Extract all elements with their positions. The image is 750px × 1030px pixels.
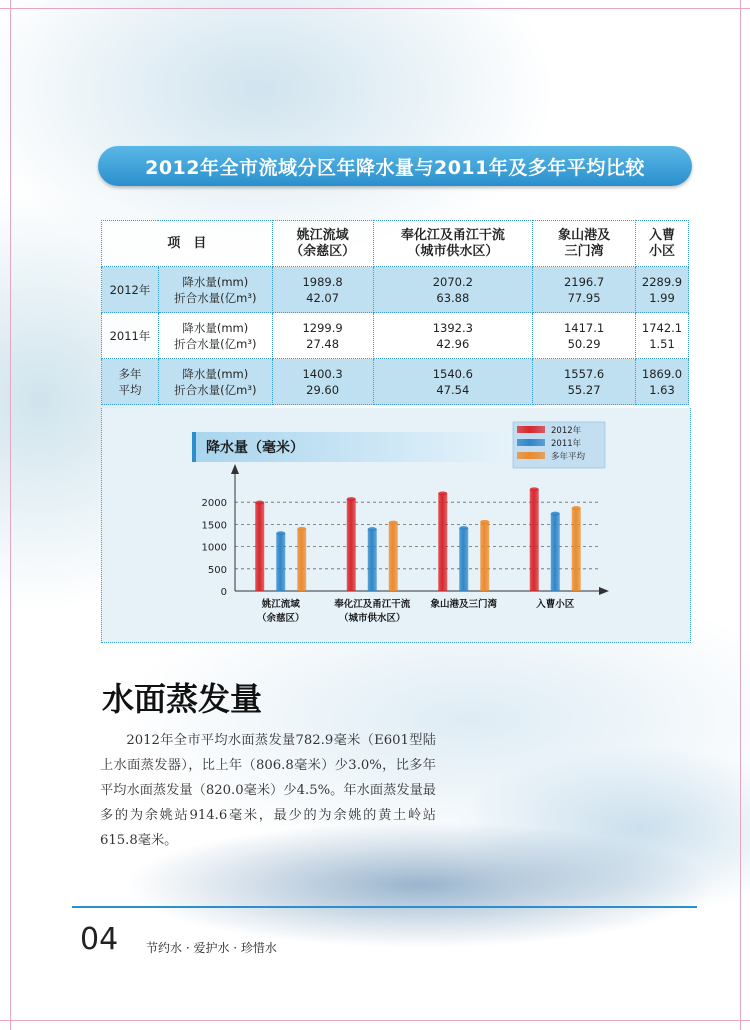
table-cell: 1540.6 47.54	[373, 359, 533, 405]
bar	[347, 499, 356, 591]
x-tick-label: 姚江流域	[261, 599, 300, 610]
legend-swatch	[517, 426, 545, 433]
y-tick-label: 2000	[201, 498, 227, 510]
row-label: 降水量(mm) 折合水量(亿m³)	[158, 359, 272, 405]
y-tick-label: 1500	[201, 520, 227, 532]
bar-cap	[459, 526, 468, 530]
table-cell: 1557.6 55.27	[533, 359, 636, 405]
x-tick-label: （余慈区）	[256, 613, 305, 624]
header-col-2: 奉化江及甬江干流 （城市供水区）	[373, 221, 533, 267]
legend-label: 多年平均	[551, 452, 586, 462]
header-col-4: 入曹 小区	[636, 221, 689, 267]
chart-title: 降水量（毫米）	[192, 432, 522, 462]
bar-cap	[572, 506, 581, 510]
legend-swatch	[517, 452, 545, 459]
x-tick-label: 象山港及三门湾	[430, 599, 498, 610]
table-title: 2012年全市流域分区年降水量与2011年及多年平均比较	[98, 146, 692, 186]
x-axis-arrow	[599, 587, 609, 595]
legend-swatch	[517, 439, 545, 446]
crop-mark-left	[10, 0, 11, 1030]
row-year: 多年 平均	[102, 359, 159, 405]
table-cell: 2289.9 1.99	[636, 267, 689, 313]
table-cell: 1299.9 27.48	[272, 313, 373, 359]
table-row	[102, 313, 689, 359]
table-cell: 1742.1 1.51	[636, 313, 689, 359]
bar	[551, 514, 560, 591]
page-number: 04	[80, 922, 119, 957]
row-year: 2011年	[102, 313, 159, 359]
table-cell: 1989.8 42.07	[272, 267, 373, 313]
section-heading: 水面蒸发量	[102, 680, 263, 718]
table-cell: 2196.7 77.95	[533, 267, 636, 313]
bar	[530, 489, 539, 591]
bar-cap	[551, 512, 560, 516]
row-label: 降水量(mm) 折合水量(亿m³)	[158, 313, 272, 359]
bar	[438, 493, 447, 591]
section-paragraph: 2012年全市平均水面蒸发量782.9毫米（E601型陆上水面蒸发器），比上年（806.8毫米）少3.0%，比多年平均水面蒸发量（820.0毫米）少4.5%。年水面蒸发量最多的为余姚站914.6毫米，最少的为余姚的黄土岭站615.8毫米。	[100, 733, 436, 848]
table-cell: 2070.2 63.88	[373, 267, 533, 313]
bar	[572, 508, 581, 591]
bar-cap	[480, 520, 489, 524]
y-tick-label: 0	[220, 587, 227, 598]
legend-label: 2012年	[551, 426, 582, 436]
bar	[276, 533, 285, 591]
table-cell: 1869.0 1.63	[636, 359, 689, 405]
x-tick-label: 入曹小区	[536, 599, 575, 610]
precipitation-table	[101, 220, 689, 405]
bar-cap	[368, 527, 377, 531]
bar-cap	[438, 491, 447, 495]
bar-cap	[530, 487, 539, 491]
bar	[480, 522, 489, 591]
y-axis-arrow	[231, 464, 239, 474]
table-cell: 1400.3 29.60	[272, 359, 373, 405]
y-tick-label: 1000	[201, 542, 227, 554]
bar-cap	[389, 521, 398, 525]
bar	[459, 528, 468, 591]
bar-cap	[347, 497, 356, 501]
table-header-row	[102, 221, 689, 267]
row-label: 降水量(mm) 折合水量(亿m³)	[158, 267, 272, 313]
bar	[297, 529, 306, 591]
footer-slogan: 节约水 · 爱护水 · 珍惜水	[146, 941, 277, 955]
precipitation-bar-chart	[101, 408, 689, 642]
bar-cap	[276, 531, 285, 535]
x-tick-label: （城市供水区）	[338, 613, 406, 624]
header-item: 项 目	[102, 221, 273, 267]
bar	[389, 523, 398, 591]
bar-cap	[255, 501, 264, 505]
x-tick-label: 奉化江及甬江干流	[334, 599, 411, 610]
bar	[368, 529, 377, 591]
y-tick-label: 500	[207, 564, 227, 576]
bar	[255, 503, 264, 591]
bar-cap	[297, 527, 306, 531]
table-row	[102, 267, 689, 313]
table-row	[102, 359, 689, 405]
footer-divider	[72, 906, 697, 908]
crop-mark-top	[0, 8, 750, 9]
header-col-3: 象山港及 三门湾	[533, 221, 636, 267]
table-cell: 1392.3 42.96	[373, 313, 533, 359]
legend-label: 2011年	[551, 439, 582, 449]
header-col-1: 姚江流域 （余慈区）	[272, 221, 373, 267]
row-year: 2012年	[102, 267, 159, 313]
table-cell: 1417.1 50.29	[533, 313, 636, 359]
crop-mark-right	[740, 0, 741, 1030]
crop-mark-bottom	[0, 1020, 750, 1021]
